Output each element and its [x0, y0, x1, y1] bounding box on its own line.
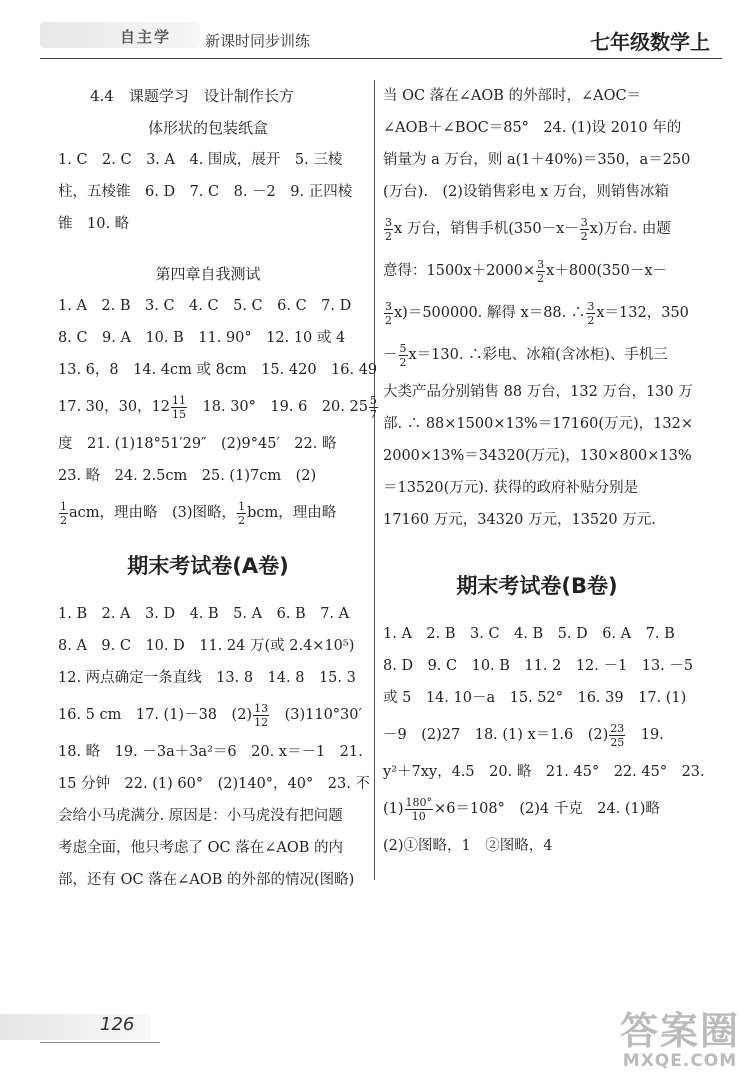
- answer-line: 考虑全面，他只考虑了 OC 落在∠AOB 的内: [58, 840, 343, 856]
- answer-line: 度 21. (1)18°51′29″ (2)9°45′ 22. 略: [58, 436, 337, 452]
- answer-line: 1. B 2. A 3. D 4. B 5. A 6. B 7. A: [58, 606, 350, 622]
- answer-line: 或 5 14. 10－a 15. 52° 16. 39 17. (1): [383, 690, 687, 706]
- answer-line: (2)①图略，1 ②图略，4: [383, 838, 553, 854]
- section-title-chapter4-test: 第四章自我测试: [155, 265, 261, 283]
- grade-title: 七年级数学上: [590, 30, 710, 54]
- answer-line: ＝13520(万元). 获得的政府补贴分别是: [383, 480, 639, 496]
- answer-line: 销量为 a 万台，则 a(1＋40%)＝350，a＝250: [383, 152, 691, 168]
- answer-line: $\frac{1}{2}$ acm，理由略 (3)图略， $\frac{1}{2}$ bcm，理由略: [60, 499, 337, 527]
- answer-line: 2000×13%＝34320(万元)，130×800×13%: [383, 448, 692, 464]
- page-number: 126: [100, 1014, 135, 1035]
- series-logo: 自主学: [120, 28, 172, 46]
- answer-line: 当 OC 落在∠AOB 的外部时，∠AOC＝: [383, 88, 642, 104]
- answer-line: 意得：1500x＋2000× $\frac{3}{2}$ x＋800(350－x－: [383, 257, 668, 285]
- header-rule: [40, 58, 722, 59]
- exam-a-title: 期末考试卷(A卷): [127, 554, 289, 578]
- answer-line: 12. 两点确定一条直线 13. 8 14. 8 15. 3: [58, 670, 356, 686]
- answer-line: 17160 万元，34320 万元，13520 万元.: [383, 512, 656, 528]
- answer-line: 会给小马虎满分. 原因是：小马虎没有把问题: [58, 808, 343, 824]
- answer-line: 柱，五棱锥 6. D 7. C 8. －2 9. 正四棱: [58, 184, 353, 200]
- answer-line: 8. A 9. C 10. D 11. 24 万(或 2.4×10⁵): [58, 638, 355, 654]
- answer-line: 16. 5 cm 17. (1)－38 (2) $\frac{13}{12}$ (3)110°30′: [58, 701, 362, 729]
- left-column: [58, 80, 378, 896]
- answer-line: 13. 6，8 14. 4cm 或 8cm 15. 420 16. 49: [58, 362, 378, 378]
- answer-line: － $\frac{5}{2}$ x＝130. ∴彩电、冰箱(含冰柜)、手机三: [383, 341, 668, 369]
- footer-rule: [40, 1042, 160, 1043]
- answer-line: $\frac{3}{2}$ x 万台，销售手机(350－x－ $\frac{3}{2}$ x)万台. 由题: [385, 215, 671, 243]
- answer-line: 17. 30，30，12 $\frac{11}{15}$ 18. 30° 19. 6 20. 25 $\frac{5}{7}$: [58, 393, 377, 421]
- page-footer: [0, 1010, 750, 1080]
- section-title-4-4-b: 体形状的包装纸盒: [147, 119, 268, 137]
- answer-line: (万台). (2)设销售彩电 x 万台，则销售冰箱: [383, 184, 669, 200]
- right-column: [383, 80, 705, 862]
- answer-line: 部. ∴ 88×1500×13%＝17160(万元)，132×: [383, 416, 693, 432]
- watermark: [620, 1010, 740, 1070]
- answer-line: ∠AOB＋∠BOC＝85° 24. (1)设 2010 年的: [383, 120, 682, 136]
- answer-line: y²＋7xy，4.5 20. 略 21. 45° 22. 45° 23.: [383, 764, 705, 780]
- answer-line: 锥 10. 略: [58, 216, 130, 232]
- series-title: 新课时同步训练: [205, 32, 311, 50]
- answer-line: 18. 略 19. －3a＋3a²＝6 20. x＝－1 21.: [58, 744, 363, 760]
- answer-line: 部，还有 OC 落在∠AOB 的外部的情况(图略): [58, 872, 355, 888]
- answer-line: 15 分钟 22. (1) 60° (2)140°，40° 23. 不: [58, 776, 370, 792]
- watermark-en: MXQE.COM: [622, 1051, 738, 1071]
- answer-line: 8. C 9. A 10. B 11. 90° 12. 10 或 4: [58, 330, 346, 346]
- section-title-4-4-a: 4.4 课题学习 设计制作长方: [90, 87, 294, 105]
- answer-line: 大类产品分别销售 88 万台，132 万台，130 万: [383, 384, 693, 400]
- answer-line: 1. C 2. C 3. A 4. 围成，展开 5. 三棱: [58, 152, 343, 168]
- answer-line: (1) $\frac{180^\circ}{10}$ ×6＝108° (2)4 千克 24. (1)略: [383, 795, 660, 823]
- answer-line: 1. A 2. B 3. C 4. B 5. D 6. A 7. B: [383, 626, 675, 642]
- column-divider: [374, 80, 375, 880]
- answer-line: 1. A 2. B 3. C 4. C 5. C 6. C 7. D: [58, 298, 352, 314]
- answer-line: 8. D 9. C 10. B 11. 2 12. －1 13. －5: [383, 658, 694, 674]
- answer-line: $\frac{3}{2}$ x)＝500000. 解得 x＝88. ∴ $\frac{3}{2}$ x＝132，350: [385, 299, 689, 327]
- answer-line: －9 (2)27 18. (1) x＝1.6 (2) $\frac{23}{25}$ 19.: [383, 721, 664, 749]
- page-header: [0, 0, 750, 72]
- exam-b-title: 期末考试卷(B卷): [456, 574, 618, 598]
- watermark-cn: 答案圈: [619, 1009, 740, 1053]
- answer-line: 23. 略 24. 2.5cm 25. (1)7cm (2): [58, 468, 317, 484]
